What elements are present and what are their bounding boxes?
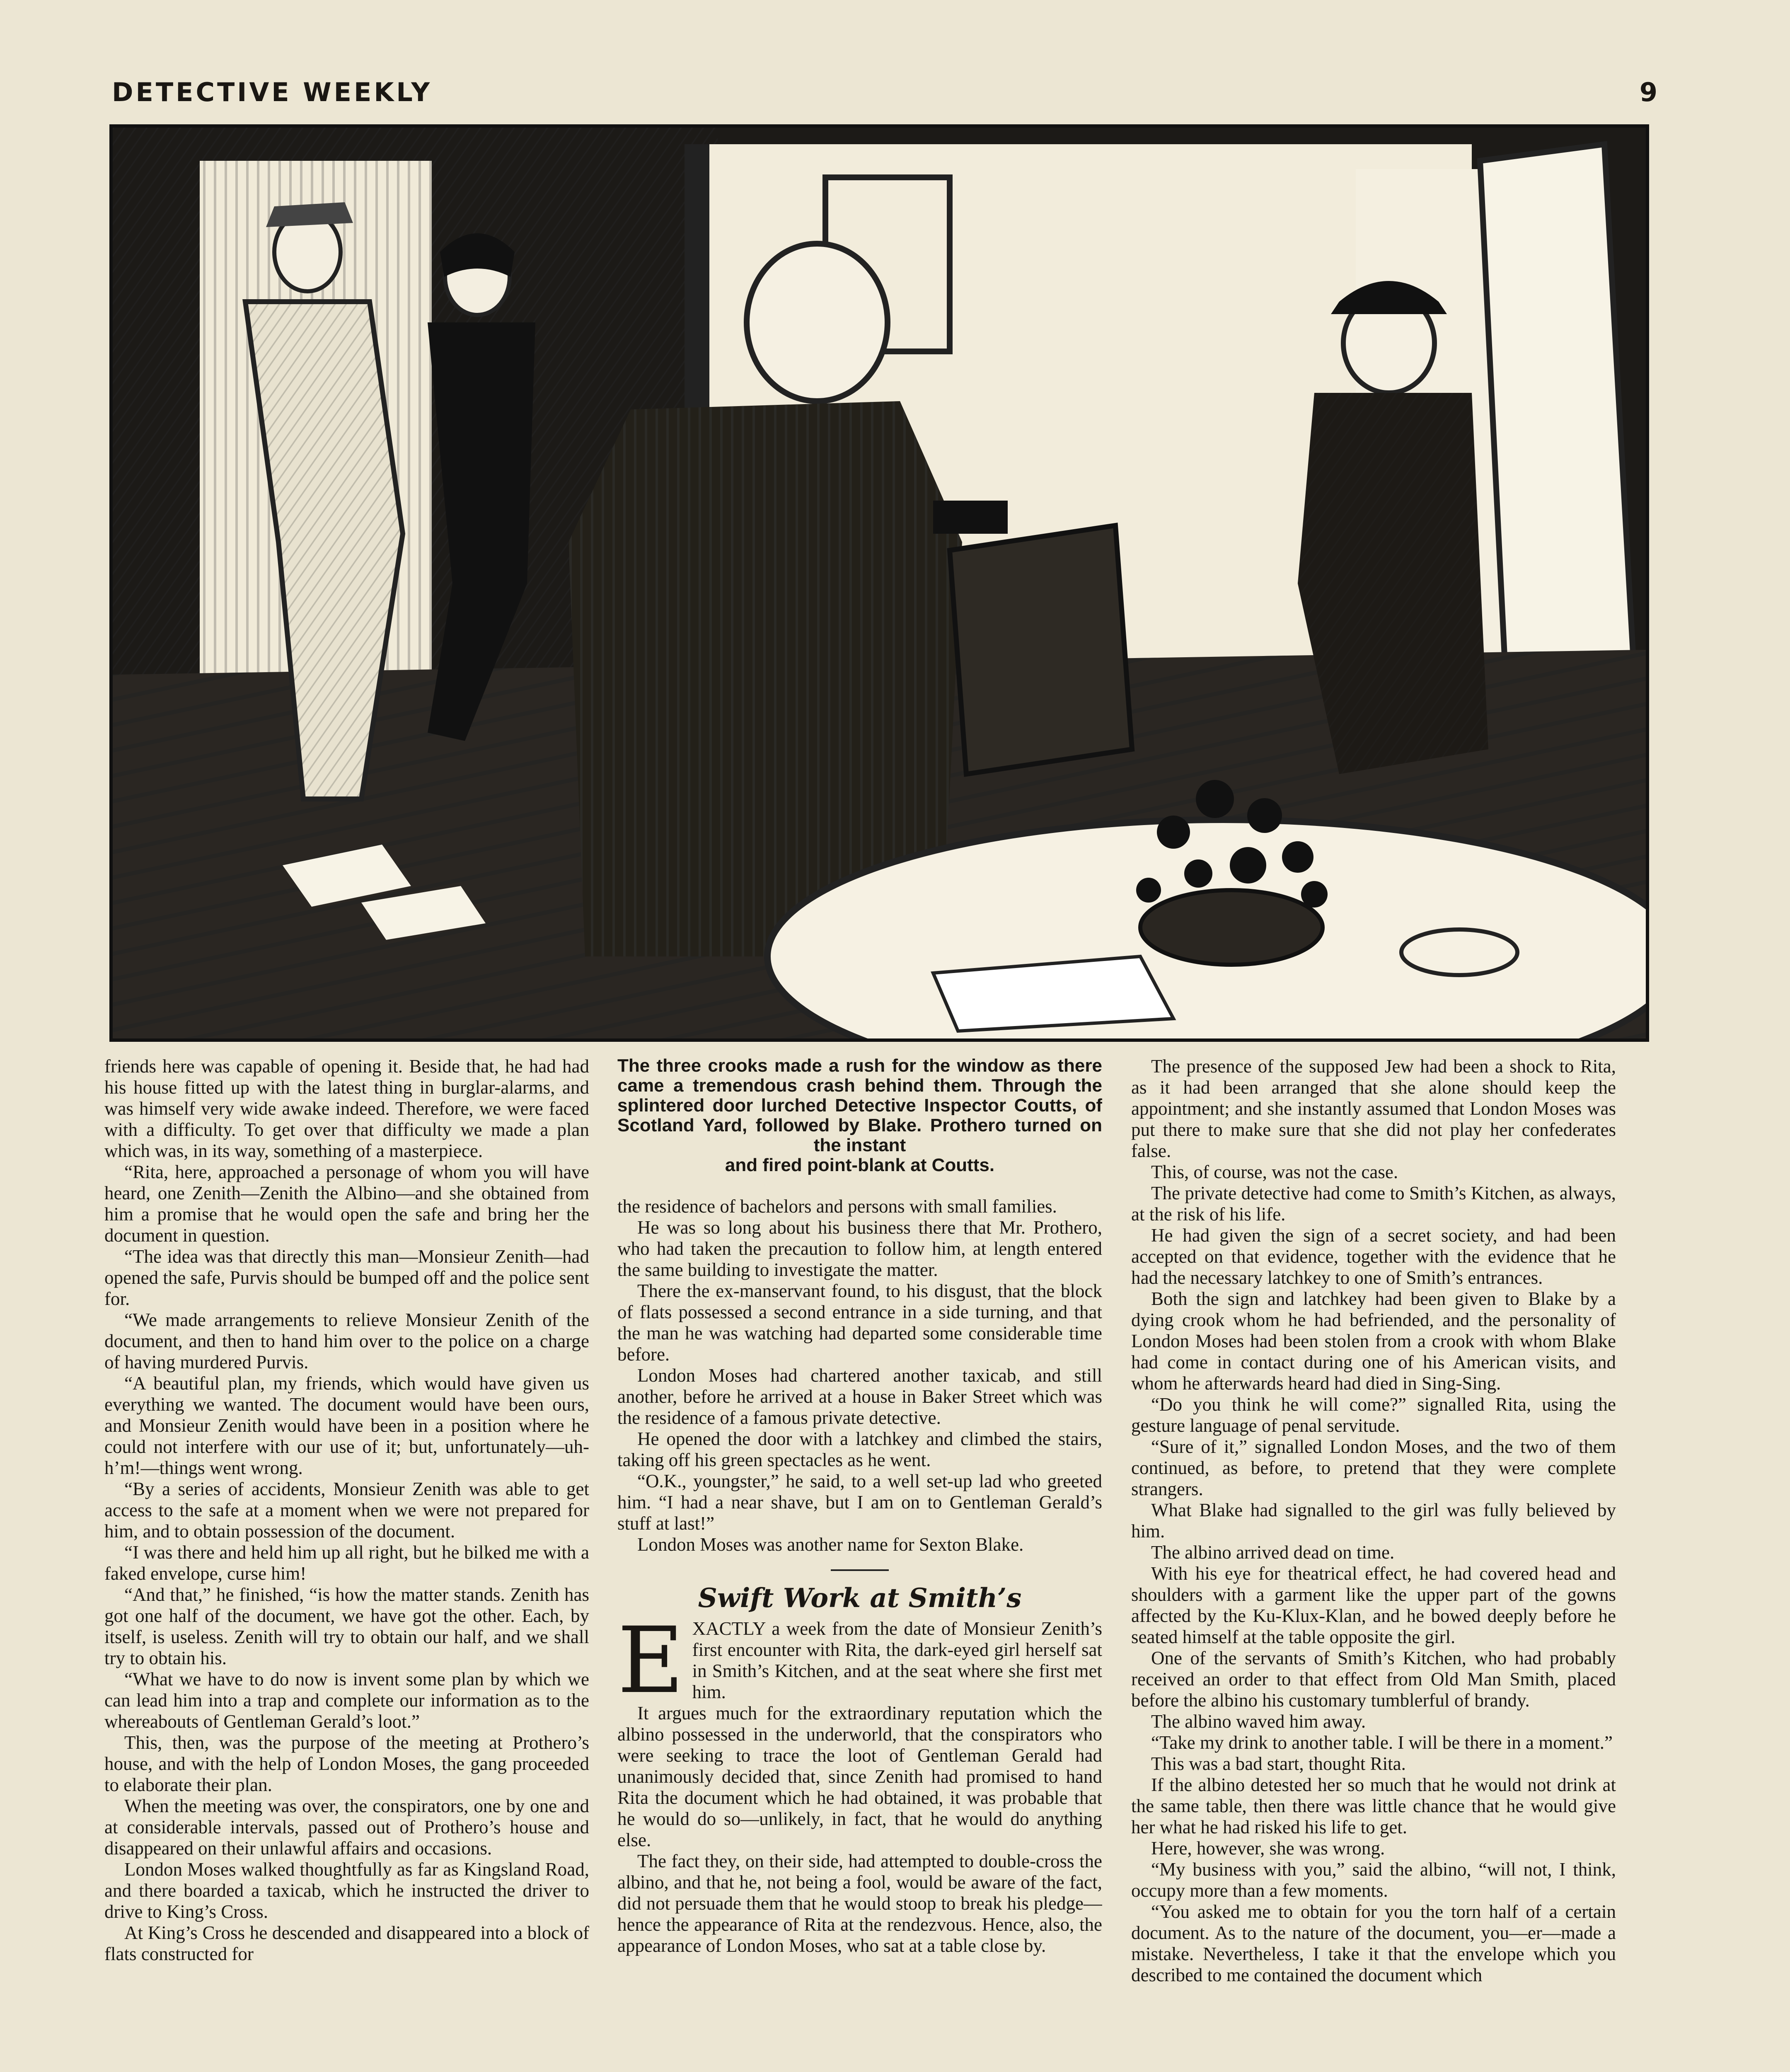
- caption-text-end: and fired point-blank at Coutts.: [725, 1155, 995, 1175]
- paragraph: “My business with you,” said the albino, “will not, I think, occupy more than a few moments.: [1131, 1859, 1616, 1901]
- paragraph: friends here was capable of opening it. Beside that, he had had his house fitted up with the latest thing in burglar-alarms, and was himself very wide awake indeed. Therefore, we were faced with a difficulty. To get over that difficulty we made a plan which was, in its way, something of a masterpiece.: [104, 1056, 589, 1161]
- paragraph: “The idea was that directly this man—Monsieur Zenith—had opened the safe, Purvis should be bumped off and the police sent for.: [104, 1246, 589, 1309]
- text-column-1: [104, 1056, 589, 2072]
- paragraph: “I was there and held him up all right, but he bilked me with a faked envelope, curse him!: [104, 1542, 589, 1584]
- paragraph: When the meeting was over, the conspirators, one by one and at considerable intervals, passed out of Prothero’s house and disappeared on their unlawful affairs and occasions.: [104, 1796, 589, 1859]
- paragraph: With his eye for theatrical effect, he had covered head and shoulders with a garment like the upper part of the gowns affected by the Ku-Klux-Klan, and he bowed deeply before he seated himself at the table opposite the girl.: [1131, 1563, 1616, 1647]
- paragraph: If the albino detested her so much that he would not drink at the same table, then there was little chance that he would give her what he had risked his life to get.: [1131, 1774, 1616, 1837]
- paragraph: There the ex-manservant found, to his disgust, that the block of flats possessed a second entrance in a side turning, and that the man he was watching had departed some considerable time before.: [617, 1280, 1102, 1365]
- paragraph: Here, however, she was wrong.: [1151, 1838, 1385, 1859]
- paragraph: Both the sign and latchkey had been given to Blake by a dying crook whom he had befriended, and the personality of London Moses had been stolen from a crook with whom Blake had come in contact during one of his American visits, and whom he afterwards heard had died in Sing-Sing.: [1131, 1288, 1616, 1394]
- story-illustration: [109, 124, 1649, 1042]
- paragraph: “By a series of accidents, Monsieur Zenith was able to get access to the safe at a moment when we were not prepared for him, and to obtain possession of the document.: [104, 1479, 589, 1542]
- drop-cap: E: [617, 1607, 684, 1714]
- paragraph: “And that,” he finished, “is how the matter stands. Zenith has got one half of the document, we have got the other. Each, by itself, is useless. Zenith will try to obtain our half, and we shall try to obtain his.: [104, 1584, 589, 1668]
- paragraph: The albino waved him away.: [1151, 1711, 1366, 1732]
- section-heading: Swift Work at Smith’s: [698, 1583, 1022, 1614]
- paragraph: He opened the door with a latchkey and climbed the stairs, taking off his green spectacles as he went.: [617, 1428, 1102, 1470]
- paragraph: He was so long about his business there that Mr. Prothero, who had taken the precaution to follow him, at length entered the same building to investigate the matter.: [617, 1217, 1102, 1280]
- paragraph: The albino arrived dead on time.: [1151, 1542, 1395, 1563]
- paragraph: This, then, was the purpose of the meeting at Prothero’s house, and with the help of London Moses, the gang proceeded to elaborate their plan.: [104, 1732, 589, 1795]
- paragraph: The presence of the supposed Jew had been a shock to Rita, as it had been arranged that she alone should keep the appointment; and she instantly assumed that London Moses was put there to make sure that she did not play her confederates false.: [1131, 1056, 1616, 1161]
- dropcap-paragraph: [617, 1607, 1102, 1714]
- paragraph: London Moses was another name for Sexton Blake.: [637, 1534, 1024, 1555]
- paragraph: “A beautiful plan, my friends, which would have given us everything we wanted. The document would have been ours, and Monsieur Zenith would have been in a position where he could not interfere with our use of it; but, unfortunately—uh-h’m!—things went wrong.: [104, 1373, 589, 1478]
- paragraph: The private detective had come to Smith’s Kitchen, as always, at the risk of his life.: [1131, 1183, 1616, 1225]
- publication-title: DETECTIVE WEEKLY: [112, 77, 433, 107]
- paragraph: He had given the sign of a secret society, and had been accepted on that evidence, together with the evidence that he had the necessary latchkey to one of Smith’s entrances.: [1131, 1225, 1616, 1288]
- text-column-2: [617, 1056, 1102, 2072]
- paragraph: London Moses had chartered another taxicab, and still another, before he arrived at a house in Baker Street which was the residence of a famous private detective.: [617, 1365, 1102, 1428]
- paragraph: “Do you think he will come?” signalled Rita, using the gesture language of penal servitude.: [1131, 1394, 1616, 1436]
- paragraph: It argues much for the extraordinary reputation which the albino possessed in the underworld, that the conspirators who were seeking to trace the loot of Gentleman Gerald had unanimously decided that, since Zenith had promised to hand Rita the document which he had obtained, it was probable that he would do so—unlikely, in fact, that he would do anything else.: [617, 1703, 1102, 1850]
- paragraph: At King’s Cross he descended and disappeared into a block of flats constructed for: [104, 1922, 589, 1964]
- paragraph: This was a bad start, thought Rita.: [1151, 1753, 1406, 1774]
- paragraph: “What we have to do now is invent some plan by which we can lead him into a trap and complete our information as to the whereabouts of Gentleman Gerald’s loot.”: [104, 1669, 589, 1732]
- paragraph: the residence of bachelors and persons with small families.: [617, 1196, 1057, 1217]
- section-divider: [831, 1569, 889, 1571]
- paragraph: “Sure of it,” signalled London Moses, and the two of them continued, as before, to pretend that they were complete strangers.: [1131, 1436, 1616, 1499]
- paragraph: “Take my drink to another table. I will be there in a moment.”: [1151, 1732, 1613, 1753]
- paragraph: “We made arrangements to relieve Monsieur Zenith of the document, and then to hand him over to the police on a charge of having murdered Purvis.: [104, 1310, 589, 1372]
- illustration-caption: [617, 1056, 1102, 1175]
- caption-text: The three crooks made a rush for the window as there came a tremendous crash behind them. Through the splintered door lurched Detective Inspector Coutts, of Scotland Yard, followed by Blake. Prothero turned on the instant: [617, 1056, 1102, 1155]
- paragraph: London Moses walked thoughtfully as far as Kingsland Road, and there boarded a taxicab, which he instructed the driver to drive to King’s Cross.: [104, 1859, 589, 1922]
- page-header: [112, 77, 1657, 114]
- paragraph: “You asked me to obtain for you the torn half of a certain document. As to the nature of the document, you—er—made a mistake. Nevertheless, I take it that the envelope which you described to me contained the document which: [1131, 1901, 1616, 1985]
- paragraph: “O.K., youngster,” he said, to a well set-up lad who greeted him. “I had a near shave, but I am on to Gentleman Gerald’s stuff at last!”: [617, 1471, 1102, 1534]
- paragraph: The fact they, on their side, had attempted to double-cross the albino, and that he, not being a fool, would be aware of the fact, did not persuade them that he would stoop to break his pledge—hence the appearance of Rita at the rendezvous. Hence, also, the appearance of London Moses, who sat at a table close by.: [617, 1851, 1102, 1956]
- dropcap-paragraph-text: XACTLY a week from the date of Monsieur Zenith’s first encounter with Rita, the dark-eyed girl herself sat in Smith’s Kitchen, and at the seat where she first met him.: [692, 1618, 1102, 1702]
- paragraph: One of the servants of Smith’s Kitchen, who had probably received an order to that effect from Old Man Smith, placed before the albino his customary tumblerful of brandy.: [1131, 1648, 1616, 1711]
- illustration-drawing: [113, 128, 1646, 1038]
- paragraph: This, of course, was not the case.: [1151, 1162, 1398, 1182]
- paragraph: “Rita, here, approached a personage of whom you will have heard, one Zenith—Zenith the Albino—and she obtained from him a promise that he would open the safe and bring her the document in question.: [104, 1162, 589, 1246]
- page-number: 9: [1639, 77, 1657, 107]
- text-column-3: [1131, 1056, 1616, 2072]
- paragraph: What Blake had signalled to the girl was fully believed by him.: [1131, 1500, 1616, 1542]
